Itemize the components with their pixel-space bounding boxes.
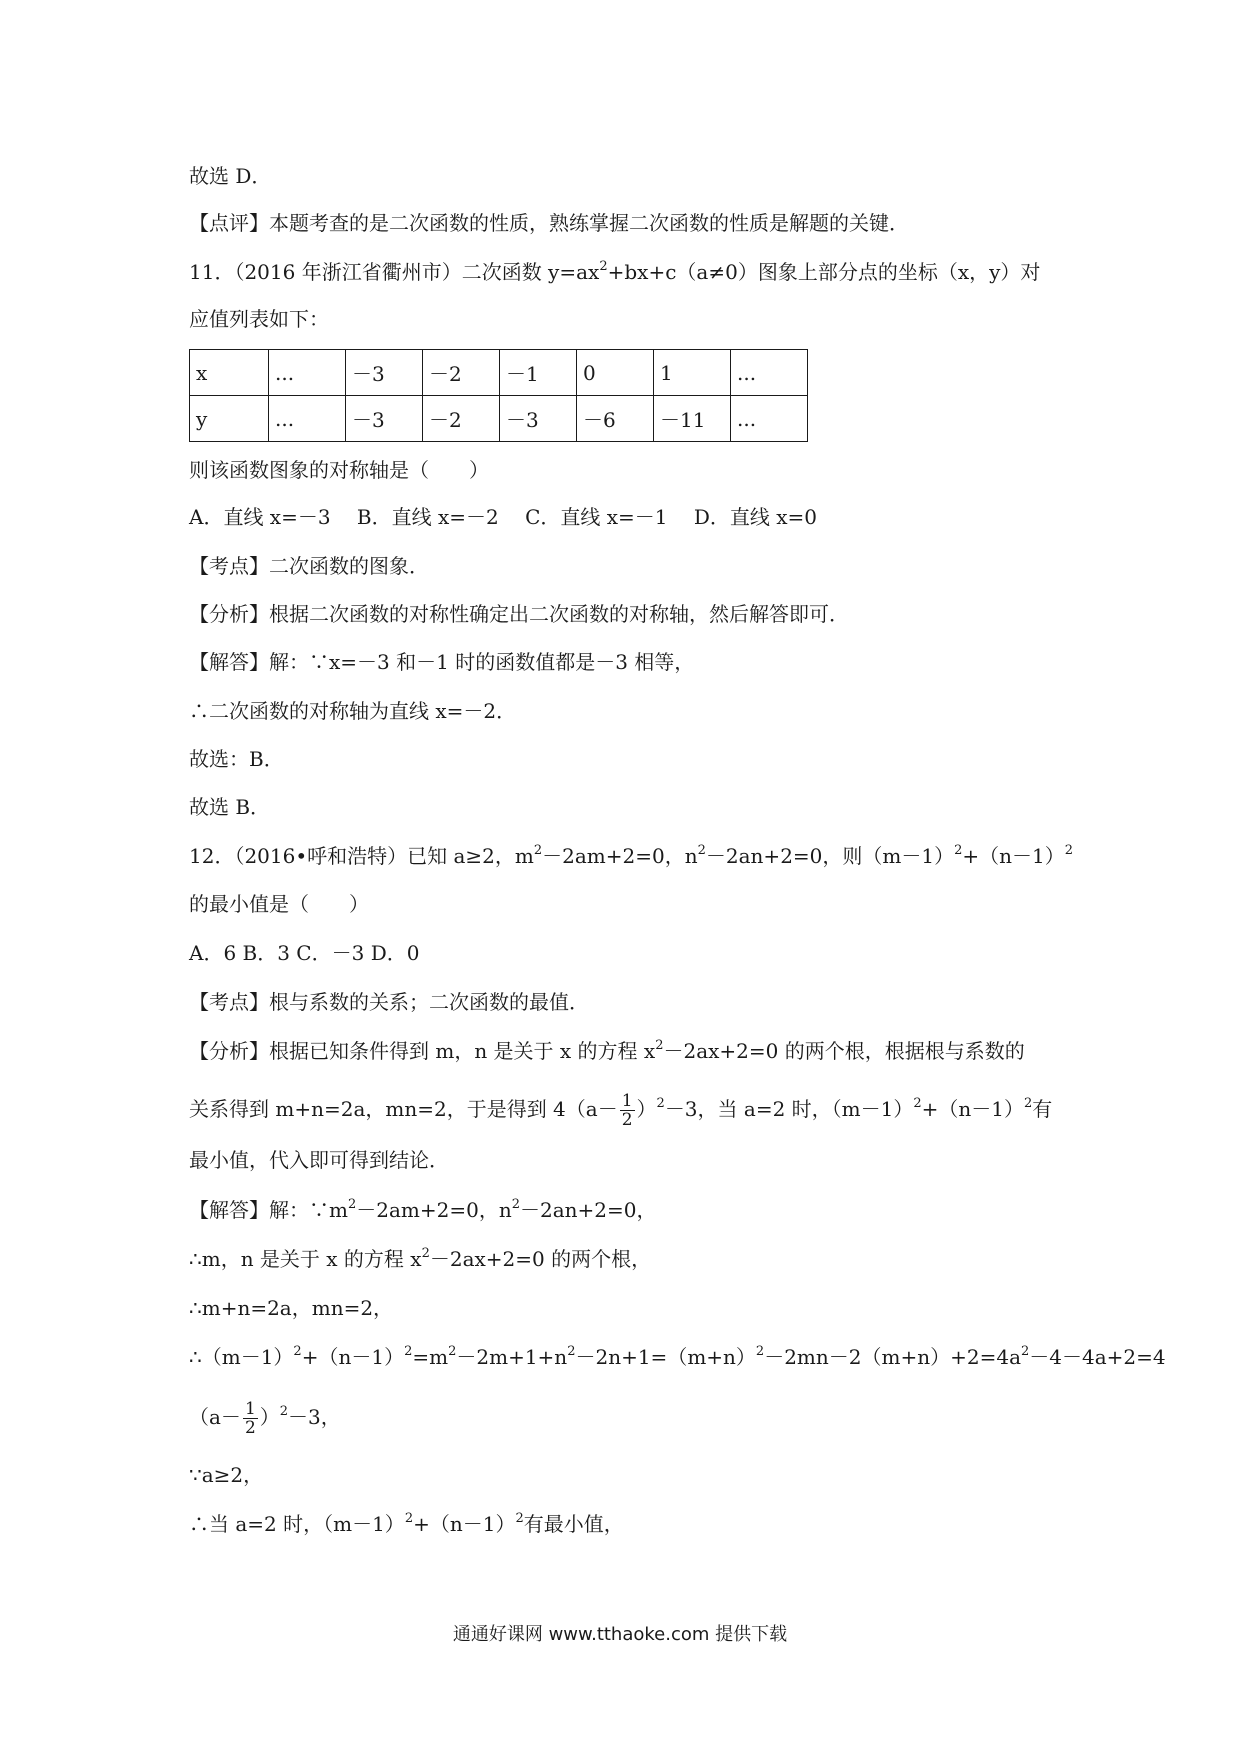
table-cell: ... xyxy=(269,396,346,442)
table-cell: 1 xyxy=(654,350,731,396)
q10-comment: 【点评】本题考查的是二次函数的性质，熟练掌握二次函数的性质是解题的关键． xyxy=(189,211,909,235)
q12-fenxi-line2: 关系得到 m+n=2a，mn=2，于是得到 4（a－ $\frac{1}{2}$ ）$^2$－3，当 a=2 时，$(m-1)^2+(n-1)^2$有 xyxy=(189,1091,1053,1130)
table-cell: －1 xyxy=(500,350,577,396)
fraction-one-half: $\frac{1}{2}$ xyxy=(621,1091,633,1130)
page-footer: 通通好课网 www.tthaoke.com 提供下载 xyxy=(452,1624,788,1645)
q10-choice: 故选 D． xyxy=(189,164,272,188)
table-cell: －6 xyxy=(577,396,654,442)
table-cell: ... xyxy=(731,396,808,442)
q12-fenxi: 【分析】根据已知条件得到 m，n 是关于 x 的方程 $x^2-2ax+2=0$ 的两个根，根据根与系数的 xyxy=(189,1038,1025,1063)
table-cell: x xyxy=(190,350,269,396)
q11-choice-1: 故选：B． xyxy=(189,747,284,771)
table-cell: －3 xyxy=(346,396,423,442)
table-row-x xyxy=(190,350,808,396)
table-cell: ... xyxy=(731,350,808,396)
q11-choice-2: 故选 B． xyxy=(189,795,271,819)
q12-options: A．6 B．3 C．－3 D．0 xyxy=(189,941,420,965)
q11-fenxi: 【分析】根据二次函数的对称性确定出二次函数的对称轴，然后解答即可． xyxy=(189,602,849,626)
table-row-y xyxy=(190,396,808,442)
table-cell: ... xyxy=(269,350,346,396)
table-cell: y xyxy=(190,396,269,442)
q12-step-3: $\therefore(m-1)^2+(n-1)^2=m^2-2m+1+n^2-2n+1=(m+n)^2-2mn-2(m+n)+2=4a^2-4-4a+2=4$ xyxy=(189,1344,1166,1369)
table-cell: －11 xyxy=(654,396,731,442)
q12-step-4: （a－ $\frac{1}{2}$ ）$^2$－3， xyxy=(189,1399,341,1438)
q11-stem-line2: 应值列表如下： xyxy=(189,307,329,331)
q11-step: ∴二次函数的对称轴为直线 x=－2． xyxy=(189,699,517,723)
q11-stem: 11．（2016 年浙江省衢州市）二次函数 $y=ax^2+bx+c(a\ne 0)$图象上部分点的坐标（x，y）对 xyxy=(189,259,1041,284)
table-cell: －2 xyxy=(423,396,500,442)
table-cell: －2 xyxy=(423,350,500,396)
fraction-one-half: $\frac{1}{2}$ xyxy=(244,1399,256,1438)
q12-stem: 12．（2016•呼和浩特）已知 a≥2，$m^2-2am+2=0$，$n^2-2an+2=0$，则$(m-1)^2+(n-1)^2$ xyxy=(189,843,1074,868)
value-table xyxy=(189,349,808,442)
q12-fenxi-line3: 最小值，代入即可得到结论． xyxy=(189,1148,449,1172)
table-cell: －3 xyxy=(500,396,577,442)
q12-step-5: ∵a≥2， xyxy=(189,1463,264,1487)
q11-jieda: 【解答】解：∵x=－3 和－1 时的函数值都是－3 相等， xyxy=(189,650,695,674)
q12-step-2: ∴m+n=2a，mn=2， xyxy=(189,1296,394,1320)
q11-kaodian: 【考点】二次函数的图象． xyxy=(189,554,429,578)
q12-kaodian: 【考点】根与系数的关系；二次函数的最值． xyxy=(189,990,589,1014)
q11-question: 则该函数图象的对称轴是（ ） xyxy=(189,458,489,482)
q11-options: A．直线 x=－3 B．直线 x=－2 C．直线 x=－1 D．直线 x=0 xyxy=(189,505,818,529)
q12-step-6: ∴当 a=2 时，$(m-1)^2+(n-1)^2$有最小值， xyxy=(189,1511,624,1536)
table-cell: 0 xyxy=(577,350,654,396)
q12-step-1: ∴m，n 是关于 x 的方程 $x^2-2ax+2=0$ 的两个根， xyxy=(189,1246,652,1271)
table-cell: －3 xyxy=(346,350,423,396)
q12-stem-line2: 的最小值是（ ） xyxy=(189,892,369,916)
q12-jieda: 【解答】解：$\because m^2-2am+2=0$，$n^2-2an+2=0$， xyxy=(189,1197,657,1222)
